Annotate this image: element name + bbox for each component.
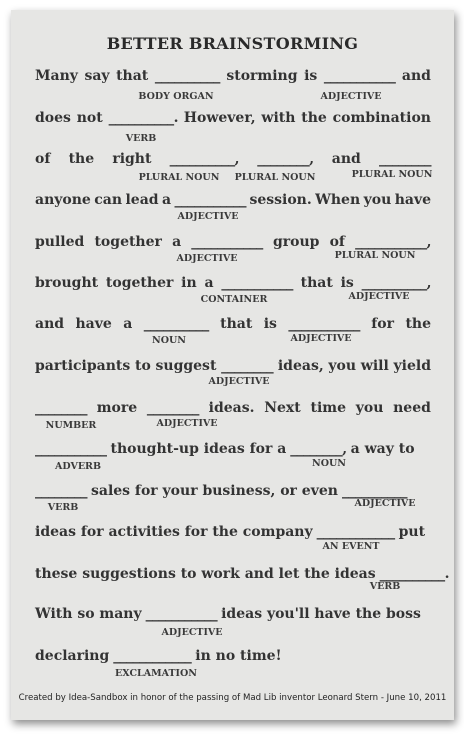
caption-an-event: AN EVENT [322,541,380,552]
blank-verb[interactable]: __________. [108,110,178,126]
word: and [331,151,361,167]
blank-event[interactable]: ____________ [316,524,395,540]
caption-adjective: ADJECTIVE [290,333,352,344]
word: with [261,110,296,126]
text-line-5 [35,234,431,250]
word: more [96,400,138,416]
text-fragment: thought-up ideas for a [110,441,287,457]
caption-container: CONTAINER [200,294,268,305]
word: and [401,68,431,84]
word: the [301,110,327,126]
text-line-4 [35,192,431,208]
blank-adjective[interactable]: __________, [361,275,431,291]
word: that [300,275,333,291]
caption-number: NUMBER [45,420,97,431]
word: say [84,68,110,84]
text-line-6 [35,275,431,291]
word: can [94,192,123,208]
caption-body-organ: BODY ORGAN [138,91,214,102]
text-fragment: in no time! [195,648,282,664]
word: session. [249,192,312,208]
text-fragment: ideas you'll have the boss [221,606,421,622]
word: Next [264,400,301,416]
word: for [371,316,395,332]
word: is [263,316,277,332]
blank-plural-noun[interactable]: ___________, [355,234,431,250]
word: put [398,524,426,540]
word: will [360,358,389,374]
text-line-15 [35,648,431,664]
text-fragment: With so many [35,606,142,622]
caption-adjective: ADJECTIVE [208,376,270,387]
blank-verb[interactable]: __________. [379,566,449,582]
word: and [35,316,65,332]
word: have [394,192,431,208]
word: suggest [155,358,217,374]
footer-credit: Created by Idea-Sandbox in honor of the passing of Mad Lib inventor Leonard Stern - June 10, 2011 [18,693,447,703]
word: to [134,358,151,374]
word: a [204,275,214,291]
caption-adjective: ADJECTIVE [320,91,382,102]
word: does [35,110,71,126]
word: need [393,400,431,416]
word: ideas. [208,400,255,416]
word: anyone [35,192,91,208]
word: you [355,400,384,416]
caption-adjective: ADJECTIVE [348,291,410,302]
text-line-12 [35,524,431,540]
caption-verb: VERB [47,502,79,513]
text-line-14 [35,606,431,622]
caption-verb: VERB [125,133,157,144]
word: lead [125,192,159,208]
word: not [76,110,103,126]
blank-adjective[interactable]: ___________ [191,234,263,250]
word: ideas, [277,358,324,374]
word: of [35,151,51,167]
blank-adjective[interactable]: ___________ [288,316,360,332]
word: time [310,400,346,416]
text-line-8 [35,358,431,374]
word: When [315,192,361,208]
word: a [123,316,133,332]
blank-adjective[interactable]: ___________ [323,68,396,84]
word: together [94,234,162,250]
caption-plural-noun: PLURAL NOUN [334,250,416,261]
text-line-1 [35,68,431,84]
text-line-11 [35,483,431,499]
caption-adverb: ADVERB [55,461,101,472]
blank-body-organ[interactable]: __________ [154,68,220,84]
blank-adjective[interactable]: ________ [146,400,199,416]
word: a [172,234,182,250]
blank-container[interactable]: ___________ [221,275,293,291]
word: is [340,275,354,291]
blank-plural-noun[interactable]: ________, [257,151,314,167]
text-line-3 [35,151,431,167]
word: in [181,275,197,291]
blank-plural-noun[interactable]: ________ [379,151,431,167]
word: right [112,151,152,167]
blank-verb[interactable]: ________ [35,483,87,499]
caption-adjective: ADJECTIVE [156,418,218,429]
word: you [328,358,357,374]
blank-adjective[interactable]: ________ [221,358,274,374]
caption-plural-noun: PLURAL NOUN [351,169,433,180]
word: declaring [35,648,110,664]
word: that [220,316,253,332]
blank-exclamation[interactable]: ____________ [113,648,192,664]
word: together [105,275,174,291]
text-fragment: sales for your business, or even [91,483,338,499]
word: pulled [35,234,85,250]
word: yield [393,358,431,374]
blank-plural-noun[interactable]: __________, [169,151,240,167]
text-line-2 [35,110,431,126]
blank-adjective[interactable]: __________ [341,483,407,499]
word: storming [226,68,298,84]
word: brought [35,275,99,291]
word: However, [183,110,256,126]
caption-exclamation: EXCLAMATION [115,668,197,679]
word: combination [332,110,431,126]
text-line-7 [35,316,431,332]
word: participants [35,358,131,374]
caption-adjective: ADJECTIVE [354,498,416,509]
caption-verb: VERB [369,581,401,592]
word: Many [35,68,78,84]
blank-adverb[interactable]: ___________ [35,441,107,457]
caption-plural-noun: PLURAL NOUN [138,172,220,183]
word: that [116,68,149,84]
caption-adjective: ADJECTIVE [176,253,238,264]
blank-adjective[interactable]: ___________ [174,192,247,208]
caption-plural-noun: PLURAL NOUN [234,172,316,183]
caption-noun: NOUN [312,458,346,469]
word: group [272,234,320,250]
word: have [75,316,112,332]
word: you [363,192,392,208]
word: the [68,151,95,167]
text-fragment: these suggestions to work and let the ideas [35,566,376,582]
blank-number[interactable]: ________ [35,400,87,416]
word: of [329,234,345,250]
blank-adjective[interactable]: ___________ [145,606,218,622]
mad-lib-sheet [11,10,454,720]
caption-adjective: ADJECTIVE [161,627,223,638]
text-line-9 [35,400,431,416]
word: is [304,68,318,84]
text-fragment: ideas for activities for the company [35,524,313,540]
blank-noun[interactable]: ________, [290,441,347,457]
text-line-10 [35,441,431,457]
word: the [405,316,431,332]
blank-noun[interactable]: __________ [143,316,209,332]
page-title: BETTER BRAINSTORMING [106,34,359,53]
text-fragment: a way to [350,441,415,457]
caption-adjective: ADJECTIVE [177,211,239,222]
text-line-13 [35,566,449,582]
caption-noun: NOUN [152,335,186,346]
word: a [162,192,172,208]
